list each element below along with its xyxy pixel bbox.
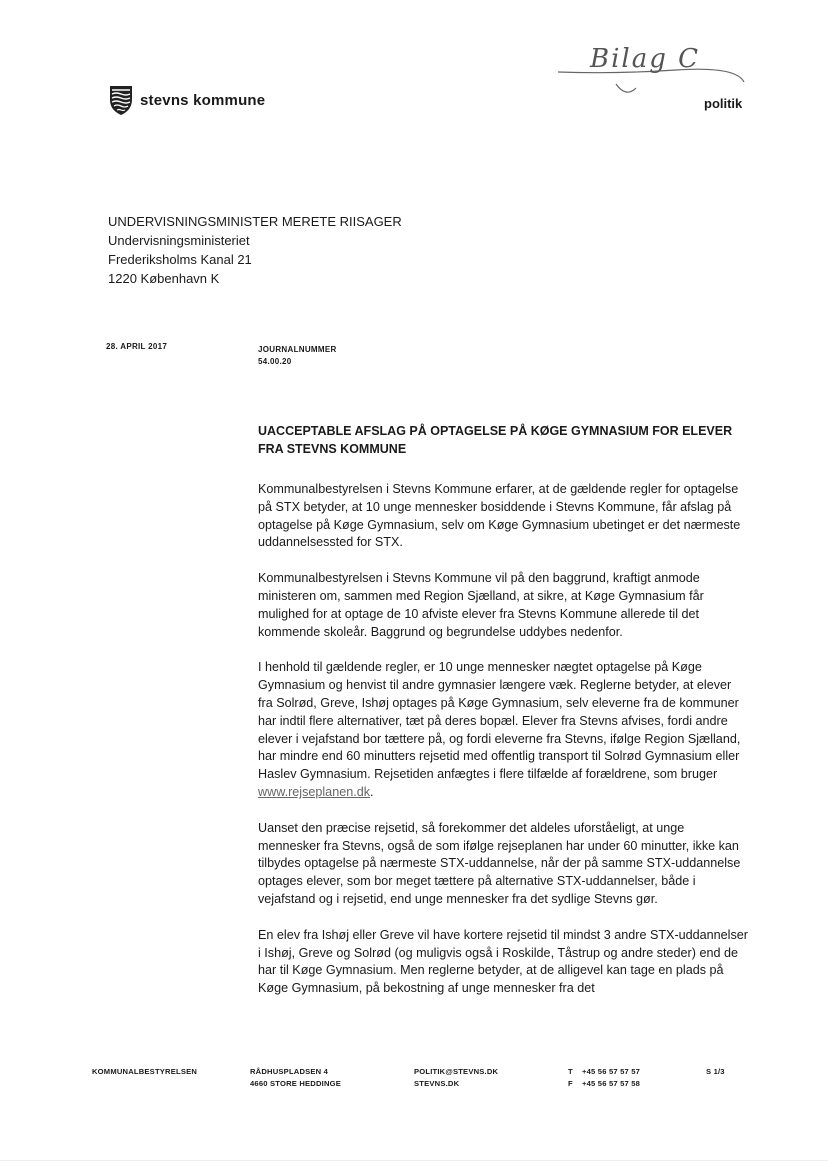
footer-contact xyxy=(414,1066,498,1090)
recipient-ministry: Undervisningsministeriet xyxy=(108,233,250,248)
rejseplanen-link[interactable]: www.rejseplanen.dk xyxy=(258,784,371,799)
letter-body xyxy=(258,481,748,1016)
recipient-street: Frederiksholms Kanal 21 xyxy=(108,252,252,267)
journal-number: 54.00.20 xyxy=(258,357,292,366)
municipality-shield-icon xyxy=(108,84,134,116)
footer-phones xyxy=(568,1066,640,1090)
footer-fax: +45 56 57 57 58 xyxy=(582,1079,641,1088)
org-name: stevns kommune xyxy=(140,91,266,109)
fax-label: F xyxy=(568,1079,573,1088)
stamp-text: Bilag C xyxy=(590,44,701,74)
paragraph-5: En elev fra Ishøj eller Greve vil have kortere rejsetid til mindst 3 andre STX-uddannelser i Ishøj, Greve og Solrød (og muligvis også i Roskilde, Tåstrup og andre steder) end de har til Køge Gymnasium. Men reglerne betyder, at de alligevel kan tage en plads på Køge Gymnasium, på bekostning af unge mennesker fra det xyxy=(258,927,748,996)
footer-org: KOMMUNALBESTYRELSEN xyxy=(92,1067,198,1076)
recipient-address xyxy=(108,212,402,288)
paragraph-3-end: . xyxy=(370,784,374,799)
journal-block xyxy=(258,344,337,368)
phone-label: T xyxy=(568,1067,573,1076)
section-label: politik xyxy=(704,96,743,111)
paragraph-4: Uanset den præcise rejsetid, så forekommer det aldeles uforståeligt, at unge mennesker fra Stevns, også de som ifølge rejseplanen har under 60 minutter, ikke kan tilbydes optagelse på nærmeste STX-uddannelse, når der på samme STX-uddannelse optages elever, som bor meget tættere på alternative STX-uddannelser, både i vejafstand og i rejsetid, end unge mennesker fra det sydlige Stevns gør. xyxy=(258,820,741,906)
paragraph-1: Kommunalbestyrelsen i Stevns Kommune erfarer, at de gældende regler for optagelse på STX betyder, at 10 unge mennesker bosiddende i Stevns Kommune, får afslag på optagelse på Køge Gymnasium, selv om Køge Gymnasium ubetinget er det nærmeste uddannelsessted for STX. xyxy=(258,482,741,550)
footer-web[interactable]: STEVNS.DK xyxy=(414,1079,460,1088)
letter-title: UACCEPTABLE AFSLAG PÅ OPTAGELSE PÅ KØGE GYMNASIUM FOR ELEVER FRA STEVNS KOMMUNE xyxy=(258,424,733,456)
footer-address xyxy=(250,1066,341,1090)
letter-date: 28. APRIL 2017 xyxy=(106,342,168,351)
scan-edge-line xyxy=(0,1160,828,1161)
footer-address-city: 4660 STORE HEDDINGE xyxy=(250,1079,342,1088)
journal-label: JOURNALNUMMER xyxy=(258,345,337,354)
recipient-city: 1220 København K xyxy=(108,271,220,286)
logo xyxy=(108,84,265,116)
recipient-name: UNDERVISNINGSMINISTER MERETE RIISAGER xyxy=(108,214,402,229)
footer-phone: +45 56 57 57 57 xyxy=(582,1067,641,1076)
page-number: S 1/3 xyxy=(706,1067,725,1076)
footer-email[interactable]: POLITIK@STEVNS.DK xyxy=(414,1067,499,1076)
paragraph-2: Kommunalbestyrelsen i Stevns Kommune vil på den baggrund, kraftigt anmode ministeren om, sammen med Region Sjælland, at sikre, at Køge Gymnasium får mulighed for at optage de 10 afviste elever fra Stevns Kommune allerede til det kommende skoleår. Baggrund og begrundelse uddybes nedenfor. xyxy=(258,571,704,639)
footer-address-street: RÅDHUSPLADSEN 4 xyxy=(250,1067,329,1076)
paragraph-3 xyxy=(258,659,748,801)
paragraph-3-text: I henhold til gældende regler, er 10 unge mennesker nægtet optagelse på Køge Gymnasium og henvist til andre gymnasier længere væk. Reglerne betyder, at elever fra Solrød, Greve, Ishøj optages på Køge Gymnasium, selv eleverne fra de kommuner har indtil flere alternativer, tæt på deres bopæl. Elever fra Stevns afvises, fordi andre elever i vejafstand bor tættere på, og fordi eleverne fra Stevns, ifølge Region Sjælland, har mindre end 60 minutters rejsetid med offentlig transport til Solrød Gymnasium eller Haslev Gymnasium. Rejsetiden anfægtes i flere tilfælde af forældrene, som bruger xyxy=(258,660,741,782)
